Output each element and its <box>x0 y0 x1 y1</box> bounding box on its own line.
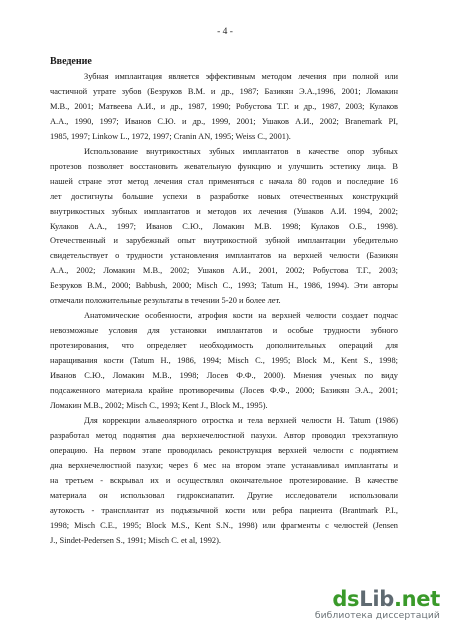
watermark-brand-lib: Lib <box>359 587 394 611</box>
text-line: дна верхнечелюстной пазухи; через 6 мес на втором этапе устанавливал имплантаты и <box>50 460 398 470</box>
watermark-subtitle: библиотека диссертаций <box>314 610 440 621</box>
text-line: А.А., 1990, 1997; Иванов С.Ю. и др., 1999, 2001; Ушаков А.И., 2002; Branemark PI, <box>50 116 398 126</box>
page-number: - 4 - <box>217 27 233 37</box>
text-line: разработал метод поднятия дна верхнечелюстной пазухи. Автор проводил трехэтапную <box>50 430 398 440</box>
text-line: аутокость - трансплантат из подъязычной кости или ребра пациента (Brantmark P.I., <box>50 505 398 515</box>
watermark-brand-net: .net <box>393 587 440 611</box>
text-line: частичной утрате зубов (Безруков В.М. и др., 1987; Базикян Э.А.,1996, 2001; Ломакин <box>50 86 398 96</box>
paragraph <box>50 145 398 309</box>
text-line: А.А., 2002; Ломакин М.В., 2002; Ушаков А.И., 2001, 2002; Робустова Т.Г., 2003; <box>50 266 398 276</box>
text-line: подсаженного материала крайне противоречивы (Лосев Ф.Ф., 2000; Базикян Э.А., 2001; <box>50 386 398 396</box>
text-line: Отечественный и зарубежный опыт внутрикостной зубной имплантации убедительно <box>50 236 398 246</box>
section-heading: Введение <box>50 56 92 67</box>
text-line: Использование внутрикостных зубных имплантатов в качестве опор зубных <box>84 146 398 156</box>
text-line: протезирования, что определяет необходимость дополнительных операций для <box>50 341 398 351</box>
text-line: Зубная имплантация является эффективным методом лечения при полной или <box>84 72 398 81</box>
text-line: Иванов С.Ю., Ломакин М.В., 1998; Лосев Ф.Ф., 2000). Мнения ученых по виду <box>50 371 398 381</box>
watermark-logo <box>310 588 440 621</box>
text-line: 1985, 1997; Linkow L., 1972, 1997; Cranin AN, 1995; Weiss C., 2001). <box>50 131 291 141</box>
body-text <box>50 70 398 549</box>
text-line: свидетельствует о трудности установления имплантатов на верхней челюсти (Базикян <box>50 251 398 261</box>
text-line: наращивания кости (Tatum H., 1986, 1994; Misch C., 1995; Block M., Kent S., 1998; <box>50 356 398 366</box>
text-line: Кулаков А.А., 1997; Иванов С.Ю., Ломакин М.В. 1998; Кулаков О.Б., 1998). <box>50 221 398 231</box>
text-line: 1998; Misch C.E., 1995; Block M.S., Kent S.N., 1998) или фрагменты с челюстей (Jensen <box>50 520 398 530</box>
paragraph <box>50 414 398 549</box>
text-line: Анатомические особенности, атрофия кости на верхней челюсти создает подчас <box>84 311 398 321</box>
watermark-brand-ds: ds <box>332 587 360 611</box>
text-line: внутрикостных зубных имплантатов и методов их лечения (Ушаков А.И. 1994, 2002; <box>50 206 398 216</box>
text-line: отмечали положительные результаты в течении 5-20 и более лет. <box>50 296 281 306</box>
text-line: Ломакин М.В., 2002; Misch C., 1993; Kent J., Block M., 1995). <box>50 400 268 410</box>
text-line: Для коррекции альвеолярного отростка и тела верхней челюсти H. Tatum (1986) <box>84 415 398 425</box>
text-line: невозможные условия для установки имплантатов и особые трудности зубного <box>50 326 398 336</box>
text-line: материала он использовал гидроксиапатит. Другие исследователи использовали <box>50 490 398 500</box>
text-line: протезов позволяет восстановить жевательную функцию и улучшить эстетику лица. В <box>50 161 398 171</box>
text-line: Безруков В.М., 2000; Babbush, 2000; Misch C., 1993; Tatum H., 1986, 1994). Эти авторы <box>50 281 398 291</box>
paragraph <box>50 70 398 145</box>
text-line: на третьем - вскрывал их и осуществлял окончательное протезирование. В качестве <box>50 475 398 485</box>
text-line: нашей стране этот метод лечения стал применяться с начала 80 годов и последние 16 <box>50 176 398 186</box>
text-line: лет достигнуты большие успехи в разработке новых отечественных конструкций <box>50 191 398 201</box>
paragraph <box>50 309 398 414</box>
text-line: J., Sindet-Pedersen S., 1991; Misch C. et al, 1992). <box>50 535 221 545</box>
text-line: М.В., 2001; Матвеева А.И., и др., 1987, 1990; Робустова Т.Г. и др., 1987, 2003; Кулаков <box>50 101 398 111</box>
watermark-brand <box>310 588 440 610</box>
text-line: операцию. На первом этапе проводилась реконструкция верхней челюсти с поднятием <box>50 445 398 455</box>
